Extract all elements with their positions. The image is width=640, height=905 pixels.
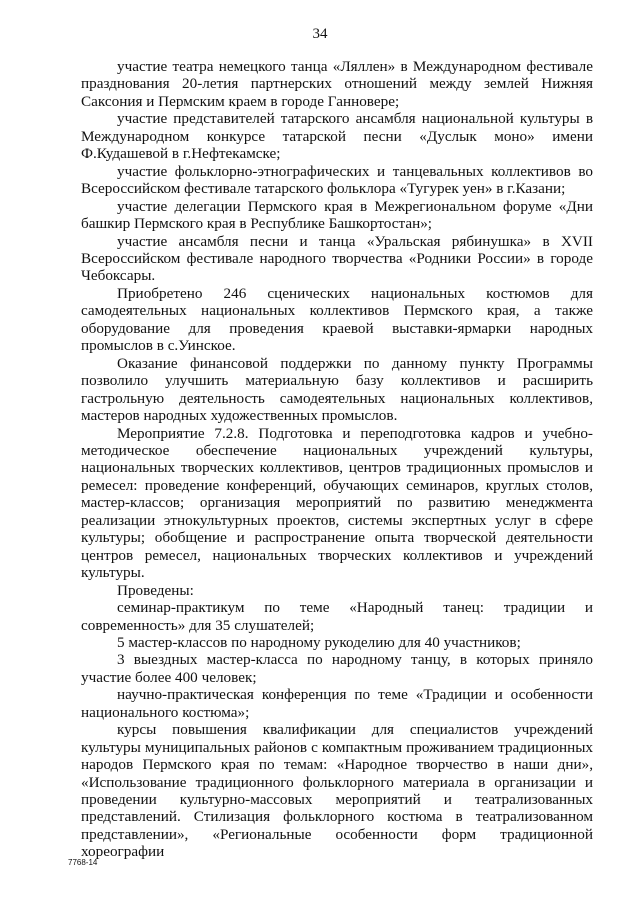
paragraph: семинар-практикум по теме «Народный танец: традиции и современность» для 35 слушателей; (81, 599, 593, 634)
paragraph: участие театра немецкого танца «Ляллен» в Международном фестивале празднования 20-летия партнерских отношений между землей Нижняя Саксония и Пермским краем в городе Ганновере; (81, 58, 593, 110)
paragraph: Проведены: (117, 581, 194, 599)
paragraph: участие фольклорно-этнографических и танцевальных коллективов во Всероссийском фестивале татарского фольклора «Тугурек уен» в г.Казани; (81, 162, 593, 198)
paragraph: Оказание финансовой поддержки по данному пункту Программы позволило улучшить материальную базу коллективов и расширить гастрольную деятельность самодеятельных национальных коллективов, мастеров народных художественных промыслов. (81, 354, 593, 425)
paragraph: научно-практическая конференция по теме «Традиции и особенности национального костюма»; (81, 686, 593, 721)
paragraph: участие делегации Пермского края в Межрегиональном форуме «Дни башкир Пермского края в Республике Башкортостан»; (81, 197, 593, 233)
paragraph: участие ансамбля песни и танца «Уральская рябинушка» в XVII Всероссийском фестивале народного творчества «Родники России» в городе Чебоксары. (81, 232, 593, 285)
paragraph: 5 мастер-классов по народному рукоделию для 40 участников; (117, 633, 521, 651)
paragraph: Мероприятие 7.2.8. Подготовка и переподготовка кадров и учебно-методическое обеспечение национальных учреждений культуры, национальных творческих коллективов, центров традиционных промыслов и ремесел: проведение конференций, обучающих семинаров, круглых столов, мастер-классов; организация мероприятий по развитию менеджмента реализации этнокультурных проектов, системы экспертных услуг в сфере культуры; обобщение и распространение опыта творческой деятельности центров ремесел, национальных творческих коллективов и учреждений культуры. (81, 424, 593, 582)
paragraph: участие представителей татарского ансамбля национальной культуры в Международном конкурсе татарской песни «Дуслык моно» имени Ф.Кудашевой в г.Нефтекамске; (81, 110, 593, 163)
paragraph: Приобретено 246 сценических национальных костюмов для самодеятельных национальных коллективов Пермского края, а также оборудование для проведения краевой выставки-ярмарки народных промыслов в с.Уинское. (81, 284, 593, 355)
page-number: 34 (312, 26, 328, 42)
paragraph: курсы повышения квалификации для специалистов учреждений культуры муниципальных районов с компактным проживанием традиционных народов Пермского края по темам: «Народное творчество в наши дни», «Использование традиционного фольклорного материала в организации и проведении культурно-массовых мероприятий и театрализованных представлений. Стилизация фольклорного костюма в театрализованном представлении», «Региональные особенности форм традиционной хореографии (81, 721, 593, 861)
footer-code: 7768-14 (68, 858, 98, 867)
paragraph: 3 выездных мастер-класса по народному танцу, в которых приняло участие более 400 человек; (81, 651, 593, 686)
body-text (81, 58, 593, 861)
